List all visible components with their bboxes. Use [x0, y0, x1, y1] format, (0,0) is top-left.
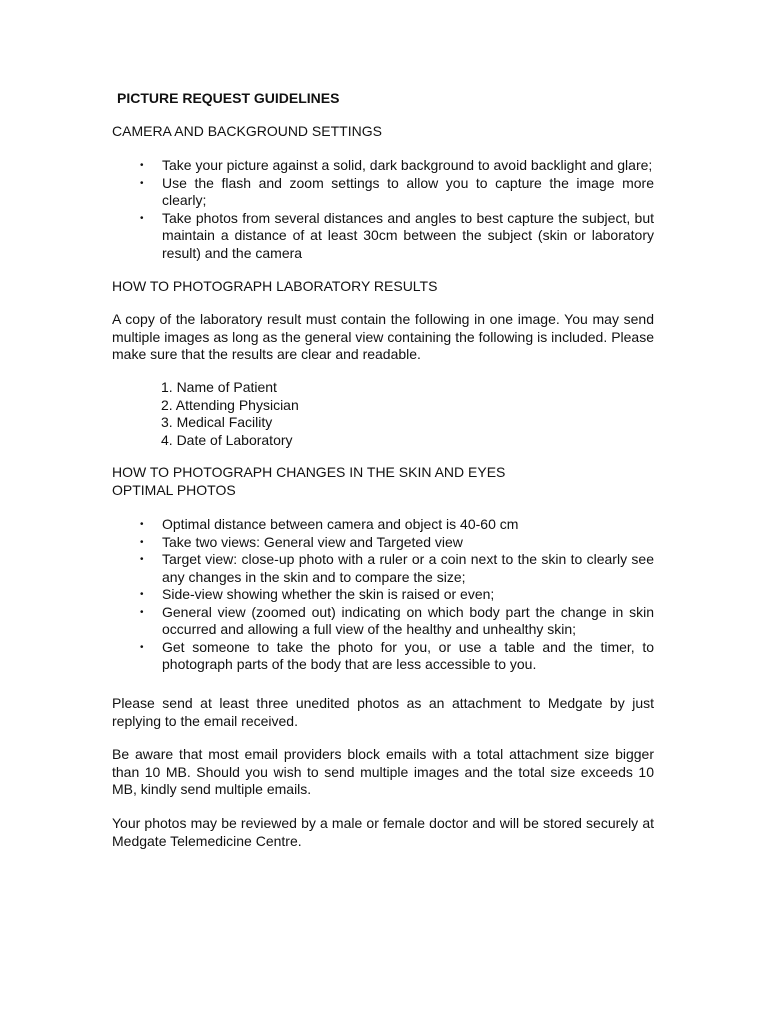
bullet-icon: •: [140, 536, 144, 548]
bullet-icon: •: [140, 160, 144, 171]
list-item: [112, 534, 654, 552]
list-item: 3. Medical Facility: [161, 414, 273, 430]
bullet-text: Take two views: General view and Targeted view: [162, 533, 463, 550]
bullet-icon: •: [140, 519, 144, 530]
bullet-text: Take photos from several distances and angles to best capture the subject, but maintain a distance of at least 30cm between the subject (skin or laboratory result) and the camera: [162, 209, 654, 261]
bullet-icon: •: [140, 589, 144, 600]
bullet-icon: •: [140, 606, 144, 618]
list-item: 4. Date of Laboratory: [161, 431, 293, 448]
bullet-icon: •: [140, 554, 144, 565]
closing-paragraph-size-limit: Be aware that most email providers block emails with a total attachment size bigger than 10 MB. Should you wish to send multiple images and the total size exceeds 10 MB, kindly send multiple emails.: [112, 746, 654, 797]
bullet-text: Take your picture against a solid, dark background to avoid backlight and glare;: [162, 157, 653, 173]
bullet-icon: •: [140, 212, 144, 224]
list-item: [112, 551, 654, 586]
lab-section-paragraph: A copy of the laboratory result must contain the following in one image. You may send multiple images as long as the general view containing the following is included. Please make sure that the results are clear and readable.: [112, 311, 654, 362]
list-item: [112, 604, 654, 639]
list-item: [112, 175, 654, 210]
list-item: [112, 210, 654, 263]
skin-bullet-list: [112, 516, 654, 674]
list-item: 2. Attending Physician: [161, 396, 299, 413]
skin-section-heading: HOW TO PHOTOGRAPH CHANGES IN THE SKIN AND EYES: [112, 464, 506, 480]
document-title: PICTURE REQUEST GUIDELINES: [117, 90, 340, 106]
closing-paragraph-privacy: Your photos may be reviewed by a male or female doctor and will be stored securely at Medgate Telemedicine Centre.: [112, 815, 654, 849]
camera-bullet-list: [112, 157, 654, 262]
bullet-icon: •: [140, 641, 144, 653]
list-item: [112, 639, 654, 674]
list-item: 1. Name of Patient: [161, 379, 277, 395]
bullet-icon: •: [140, 177, 144, 189]
bullet-text: Target view: close-up photo with a ruler or a coin next to the skin to clearly see any changes in the skin and to compare the size;: [162, 551, 654, 585]
lab-section-heading: HOW TO PHOTOGRAPH LABORATORY RESULTS: [112, 278, 438, 294]
bullet-text: Use the flash and zoom settings to allow you to capture the image more clearly;: [162, 174, 654, 208]
list-item: [112, 586, 654, 604]
list-item: [112, 516, 654, 534]
bullet-text: General view (zoomed out) indicating on which body part the change in skin occurred and allowing a full view of the healthy and unhealthy skin;: [162, 603, 654, 637]
bullet-text: Optimal distance between camera and object is 40-60 cm: [162, 516, 519, 532]
camera-section-heading: CAMERA AND BACKGROUND SETTINGS: [112, 123, 382, 139]
bullet-text: Side-view showing whether the skin is raised or even;: [162, 586, 495, 602]
bullet-text: Get someone to take the photo for you, or use a table and the timer, to photograph parts of the body that are less accessible to you.: [162, 638, 654, 672]
lab-numbered-list: [112, 379, 299, 449]
list-item: [112, 157, 654, 175]
skin-section-subheading: OPTIMAL PHOTOS: [112, 482, 236, 498]
closing-paragraph-send: Please send at least three unedited photos as an attachment to Medgate by just replying to the email received.: [112, 695, 654, 729]
